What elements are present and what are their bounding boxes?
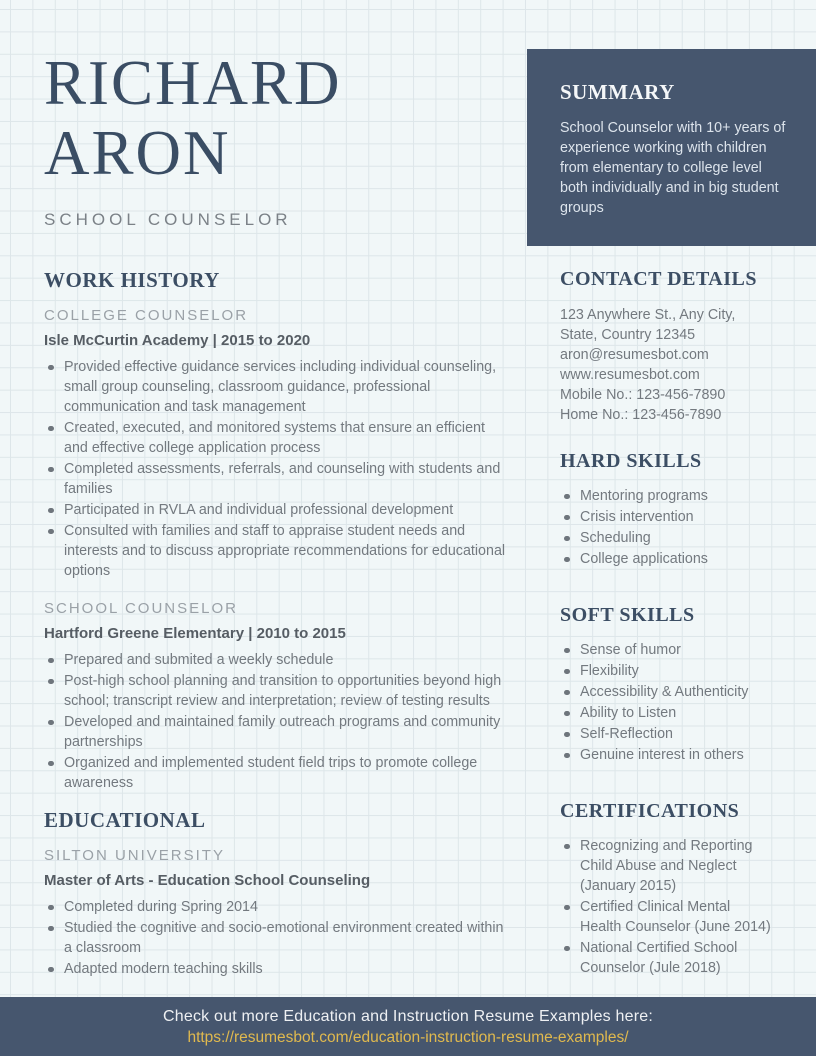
job-bullet: Developed and maintained family outreach programs and community partnerships: [44, 712, 508, 752]
soft-skills-section: [560, 604, 774, 766]
job-bullet: Consulted with families and staff to appraise student needs and interests and to discuss appropriate recommendations for educational options: [44, 521, 508, 581]
soft-skills-list: [560, 640, 774, 765]
certification-item: Certified Clinical Mental Health Counselor (June 2014): [560, 897, 774, 937]
job-bullet: Prepared and submited a weekly schedule: [44, 650, 508, 670]
job-bullet: Participated in RVLA and individual professional development: [44, 500, 508, 520]
certifications-heading: CERTIFICATIONS: [560, 800, 740, 822]
job-bullet: Completed assessments, referrals, and counseling with students and families: [44, 459, 508, 499]
job-role: COLLEGE COUNSELOR: [44, 307, 249, 324]
hard-skills-section: [560, 450, 774, 570]
hard-skill-item: College applications: [560, 549, 774, 569]
work-history-heading: WORK HISTORY: [44, 268, 220, 292]
footer-banner: [0, 997, 816, 1056]
person-name: RICHARD ARON: [44, 48, 342, 188]
education-heading: EDUCATIONAL: [44, 808, 206, 832]
certification-item: National Certified School Counselor (Jule 2018): [560, 938, 774, 978]
education-degree: Master of Arts - Education School Counseling: [44, 872, 371, 889]
summary-heading: SUMMARY: [560, 80, 675, 104]
education-bullet: Completed during Spring 2014: [44, 897, 508, 917]
job-bullet: Organized and implemented student field trips to promote college awareness: [44, 753, 508, 793]
job-company-dates: Isle McCurtin Academy | 2015 to 2020: [44, 332, 311, 349]
hard-skill-item: Scheduling: [560, 528, 774, 548]
hard-skills-list: [560, 486, 774, 569]
education-bullet-list: [44, 897, 508, 979]
hard-skill-item: Crisis intervention: [560, 507, 774, 527]
hard-skill-item: Mentoring programs: [560, 486, 774, 506]
job-bullet: Provided effective guidance services including individual counseling, small group counseling, classroom guidance, professional communication and task management: [44, 357, 508, 417]
soft-skill-item: Genuine interest in others: [560, 745, 774, 765]
contact-line: www.resumesbot.com: [560, 367, 700, 383]
certification-item: Recognizing and Reporting Child Abuse and Neglect (January 2015): [560, 836, 774, 896]
job-company-dates: Hartford Greene Elementary | 2010 to 2015: [44, 625, 346, 642]
contact-line: 123 Anywhere St., Any City, State, Country 12345: [560, 307, 736, 343]
job-bullet: Created, executed, and monitored systems that ensure an efficient and effective college application process: [44, 418, 508, 458]
certifications-section: [560, 800, 774, 979]
soft-skill-item: Ability to Listen: [560, 703, 774, 723]
contact-line: Mobile No.: 123-456-7890: [560, 387, 726, 403]
job-bullet-list: [44, 357, 508, 581]
soft-skill-item: Sense of humor: [560, 640, 774, 660]
header: [44, 48, 514, 230]
job-entry: [44, 600, 508, 794]
summary-text: School Counselor with 10+ years of experience working with children from elementary to college level both individually and in big student groups: [560, 120, 786, 216]
contact-line: Home No.: 123-456-7890: [560, 407, 722, 423]
education-school: SILTON UNIVERSITY: [44, 847, 225, 864]
job-bullet: Post-high school planning and transition to opportunities beyond high school; transcript review and interpretation; review of testing results: [44, 671, 508, 711]
footer-text: Check out more Education and Instruction Resume Examples here:: [163, 1008, 653, 1025]
summary-section: [527, 49, 816, 246]
soft-skill-item: Flexibility: [560, 661, 774, 681]
person-job-title: SCHOOL COUNSELOR: [44, 210, 292, 229]
education-bullet: Adapted modern teaching skills: [44, 959, 508, 979]
contact-lines: [560, 305, 774, 425]
job-bullet-list: [44, 650, 508, 793]
soft-skill-item: Self-Reflection: [560, 724, 774, 744]
job-role: SCHOOL COUNSELOR: [44, 600, 238, 617]
soft-skills-heading: SOFT SKILLS: [560, 604, 695, 626]
contact-section: [560, 268, 774, 425]
footer-link[interactable]: https://resumesbot.com/education-instruction-resume-examples/: [187, 1029, 629, 1046]
education-section: [44, 808, 508, 980]
hard-skills-heading: HARD SKILLS: [560, 450, 702, 472]
education-bullet: Studied the cognitive and socio-emotional environment created within a classroom: [44, 918, 508, 958]
certifications-list: [560, 836, 774, 978]
soft-skill-item: Accessibility & Authenticity: [560, 682, 774, 702]
contact-heading: CONTACT DETAILS: [560, 268, 757, 290]
work-history-section: [44, 268, 508, 582]
contact-line: aron@resumesbot.com: [560, 347, 709, 363]
job-entry: [44, 307, 508, 581]
